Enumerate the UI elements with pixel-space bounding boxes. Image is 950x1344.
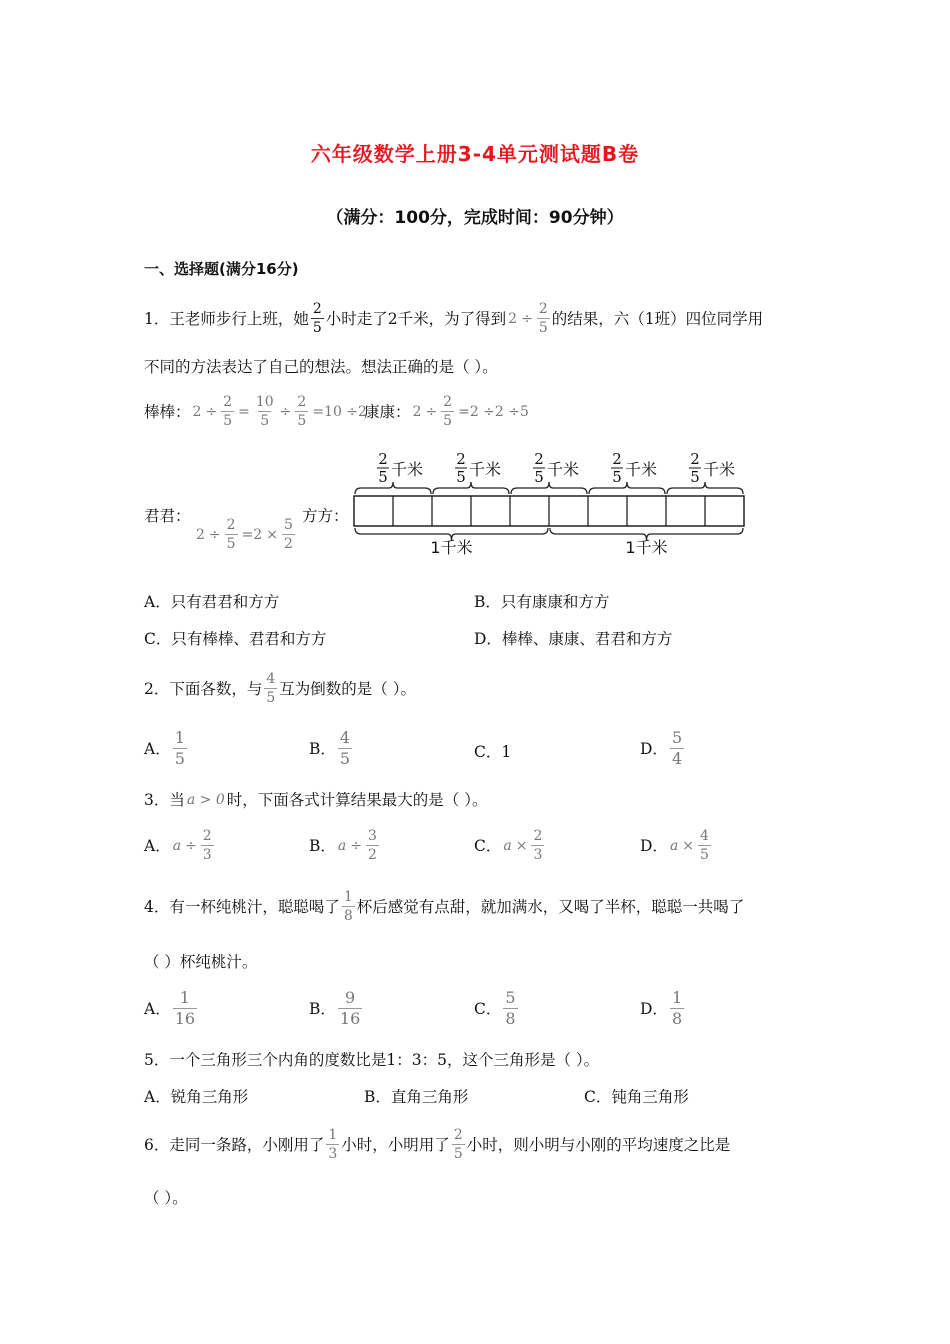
question-5: 5．一个三角形三个内角的度数比是1：3：5，这个三角形是（ ）。 [144, 1051, 600, 1069]
q3-option-b[interactable]: B． a ÷ $\frac{3}{2}$ [309, 828, 377, 863]
q2-option-d[interactable]: D． $\frac{5}{4}$ [640, 728, 683, 768]
method-fangfang-label: 方方： [302, 507, 349, 525]
method-junjun: 2 ÷ $\frac{2}{5}$ =2 × $\frac{5}{2}$ [196, 517, 293, 552]
top-braces [355, 482, 743, 494]
top-label-unit: 千米 [625, 460, 658, 479]
q4-option-b[interactable]: B． $\frac{9}{16}$ [309, 988, 361, 1028]
top-labels [377, 450, 735, 486]
top-label-numerator: 2 [378, 450, 388, 468]
question-4-line-1: 4．有一杯纯桃汁，聪聪喝了 $\frac{1}{8}$ 杯后感觉有点甜，就加满水，又喝了半杯，聪聪一共喝了 [144, 889, 745, 924]
q5-option-a[interactable]: A．锐角三角形 [144, 1088, 249, 1106]
bottom-braces [355, 528, 743, 540]
q2-option-b[interactable]: B． $\frac{4}{5}$ [309, 728, 351, 768]
q3-option-c[interactable]: C． a × $\frac{2}{3}$ [474, 828, 543, 863]
top-label [611, 450, 657, 486]
top-label-denominator: 5 [690, 468, 700, 486]
top-label-numerator: 2 [690, 450, 700, 468]
top-label-unit: 千米 [391, 460, 424, 479]
q4-option-c[interactable]: C． $\frac{5}{8}$ [474, 988, 516, 1028]
top-label [689, 450, 735, 486]
question-4-line-2: （ ）杯纯桃汁。 [144, 953, 258, 971]
q1-option-d[interactable]: D．棒棒、康康、君君和方方 [474, 630, 673, 648]
q5-option-b[interactable]: B．直角三角形 [364, 1088, 469, 1106]
top-label [455, 450, 501, 486]
top-label-numerator: 2 [456, 450, 466, 468]
brace [433, 482, 509, 494]
top-label-denominator: 5 [534, 468, 544, 486]
top-label-unit: 千米 [547, 460, 580, 479]
q4-option-d[interactable]: D． $\frac{1}{8}$ [640, 988, 683, 1028]
top-label-numerator: 2 [534, 450, 544, 468]
method-bangbang: 棒棒： 2 ÷ $\frac{2}{5}$ = $\frac{10}{5}$ ÷ $\frac{2}{5}$ =10 ÷2 [144, 394, 367, 429]
brace [511, 482, 587, 494]
question-6-line-1: 6．走同一条路，小刚用了 $\frac{1}{3}$ 小时，小明用了 $\frac{2}{5}$ 小时，则小明与小刚的平均速度之比是 [144, 1127, 731, 1162]
bottom-labels [430, 538, 667, 557]
page-title: 六年级数学上册3-4单元测试题B卷 [310, 142, 640, 166]
q1-option-a[interactable]: A．只有君君和方方 [144, 593, 280, 611]
section-heading-choice: 一、选择题(满分16分) [144, 260, 299, 278]
method-kangkang: 康康： 2 ÷ $\frac{2}{5}$ =2 ÷2 ÷5 [364, 394, 529, 429]
q5-option-c[interactable]: C．钝角三角形 [584, 1088, 689, 1106]
bottom-label: 1千米 [430, 538, 473, 557]
question-1-line-2: 不同的方法表达了自己的想法。想法正确的是（ ）。 [144, 358, 498, 376]
question-3: 3．当 a > 0 时，下面各式计算结果最大的是（ ）。 [144, 791, 488, 809]
page-subtitle: （满分：100分，完成时间：90分钟） [326, 208, 624, 228]
q1-option-b[interactable]: B．只有康康和方方 [474, 593, 610, 611]
question-1-line-1: 1．王老师步行上班，她 $\frac{2}{5}$ 小时走了2千米，为了得到 2 ÷ $\frac{2}{5}$ 的结果，六（1班）四位同学用 [144, 301, 764, 336]
q3-option-d[interactable]: D． a × $\frac{4}{5}$ [640, 828, 709, 863]
bottom-label: 1千米 [625, 538, 668, 557]
q2-option-c[interactable]: C．1 [474, 743, 512, 761]
cells [354, 496, 744, 526]
fraction: $\frac{2}{5}$ [312, 301, 322, 336]
question-2: 2．下面各数，与 $\frac{4}{5}$ 互为倒数的是（ ）。 [144, 671, 416, 706]
q1-option-c[interactable]: C．只有棒棒、君君和方方 [144, 630, 327, 648]
brace [667, 482, 743, 494]
segment-diagram [350, 448, 750, 564]
top-label [533, 450, 579, 486]
top-label-unit: 千米 [703, 460, 736, 479]
question-6-line-2: （ ）。 [144, 1189, 188, 1207]
q3-option-a[interactable]: A． a ÷ $\frac{2}{3}$ [144, 828, 212, 863]
top-label [377, 450, 423, 486]
q2-option-a[interactable]: A． $\frac{1}{5}$ [144, 728, 185, 768]
top-label-unit: 千米 [469, 460, 502, 479]
brace [355, 482, 431, 494]
top-label-numerator: 2 [612, 450, 622, 468]
top-label-denominator: 5 [456, 468, 466, 486]
brace [589, 482, 665, 494]
top-label-denominator: 5 [612, 468, 622, 486]
fraction: $\frac{2}{5}$ [538, 301, 548, 336]
method-junjun-label: 君君： [144, 507, 191, 525]
top-label-denominator: 5 [378, 468, 388, 486]
q4-option-a[interactable]: A． $\frac{1}{16}$ [144, 988, 196, 1028]
